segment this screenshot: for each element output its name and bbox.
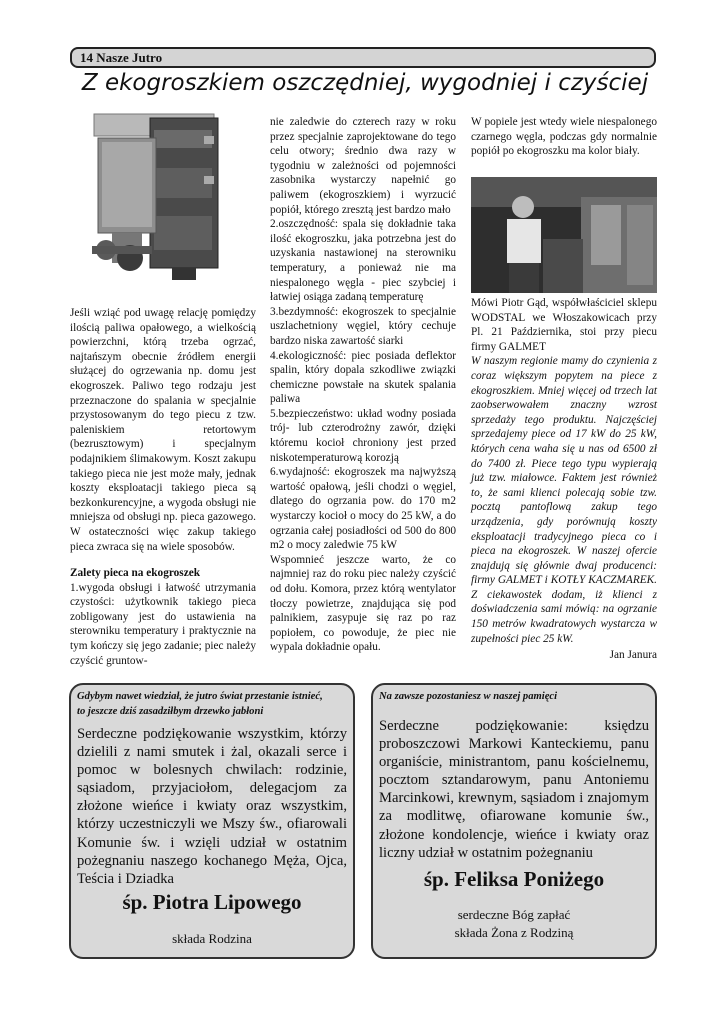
- closing-paragraph: Wspomnieć jeszcze warto, że co najmniej raz do roku piec należy czyścić od dołu. Komora, przez którą wentylator tłoczy powietrze, znajdująca się pod palnikiem, zasypuje się raz po raz popiołem, co powoduje, że piec nie wypala dokładnie opału.: [270, 553, 456, 654]
- article-title: Z ekogroszkiem oszczędniej, wygodniej i czyściej: [81, 70, 649, 96]
- deceased-name-left: śp. Piotra Lipowego: [122, 890, 302, 914]
- interview-intro: Mówi Piotr Gąd, współwłaściciel sklepu WODSTAL we Włoszakowicach przy Pl. 21 Października, stoi przy piecu firmy GALMET: [471, 297, 657, 353]
- interview-quote: W naszym regionie mamy do czynienia z coraz większym popytem na piece z ekogroszkiem. Mniej więcej od trzech lat zaobserwowałem znaczny wzrost sprzedaży tego produktu. Najczęściej sprzedajemy piece od 17 kW do 25 kW, których cena waha się u nas od 6500 zł do 7400 zł. Piece tego typu wypierają już tzw. miałowce. Faktem jest również to, że sami klienci polecają sobie tzw. pocztą pantoflową zakup tego urządzenia, gdy porównują koszty eksploatacji tradycyjnego pieca co i pieca na ekogroszek. W naszej ofercie znajdują się głównie dwaj producenci: firmy GALMET i KOTŁY KACZMAREK. Z ciekawostek dodam, iż klienci z doświadczenia sami mówią: na ogrzanie 150 metrów kwadratowych wystarcza w zupełności piec 25 kW.: [471, 355, 657, 645]
- column-3-top-paragraph: W popiele jest wtedy wiele niespalonego czarnego węgla, podczas gdy normalnie popiół po ekogroszku ma kolor biały.: [471, 116, 657, 158]
- condolence-box-right: [371, 683, 657, 959]
- salesman-illustration: [471, 177, 657, 293]
- article-author: Jan Janura: [609, 649, 657, 662]
- advantage-point-1: 1.wygoda obsługi i łatwość utrzymania czystości: użytkownik takiego pieca zobligowany jest do ustawienia na sterowniku temperatury i praktycznie na tym kończy się jego zadanie; piec należy czyścić gruntow-: [70, 581, 256, 667]
- motto-line-1: Gdybym nawet wiedział, że jutro świat przestanie istnieć,: [77, 691, 323, 702]
- thanks-line-1: serdeczne Bóg zapłać: [457, 907, 571, 922]
- column-2-paragraph: nie zaledwie do czterech razy w roku przez specjalnie zaprojektowane do tego celu otwory; średnio dwa razy w tygodniu w zależności od pojemności zasobnika wystarczy napełnić go paliwem (ekogroszkiem) i wyrzucić popiół, którego zresztą jest bardzo mało: [270, 116, 456, 216]
- thanks-line-2: składa Żona z Rodziną: [454, 925, 574, 940]
- condolence-text-right: Serdeczne podziękowanie: księdzu proboszczowi Markowi Kanteckiemu, panu organiście, ministrantom, panu kościelnemu, pocztom sztandarowym, panu Antoniemu Marcinkowi, krewnym, sąsiadom i znajomym za modlitwę, ofiarowane komunie św., złożone kondolencje, wieńce i kwiaty oraz liczny udział w ostatnim pożegnaniu: [379, 718, 649, 861]
- condolence-text-left: Serdeczne podziękowanie wszystkim, którzy dzielili z nami smutek i żal, okazali serce i pomoc w bolesnych chwilach: rodzinie, sąsiadom, przyjaciołom, delegacjom za złożone wieńce i kwiaty oraz wszystkim, którzy uczestniczyli we Mszy św., ofiarowali Komunie św. i wzięli udział w ostatnim pożegnaniu naszego kochanego Męża, Ojca, Teścia i Dziadka: [77, 726, 347, 887]
- article-column-2: [270, 115, 456, 655]
- advantage-point-2: 2.oszczędność: spala się dokładnie taka ilość ekogroszku, jaka potrzebna jest do uzyskania nastawionej na sterowniku temperatury, a ponieważ nie ma niespalonego węgla - piec szybciej i łatwiej osiąga zadaną temperaturę: [270, 218, 456, 304]
- signature-left: składa Rodzina: [172, 931, 252, 946]
- shop-photo: [471, 177, 657, 293]
- article-column-3-lower: [471, 296, 657, 663]
- stove-illustration: [72, 108, 260, 298]
- intro-paragraph: Jeśli wziąć pod uwagę relację pomiędzy ilością paliwa opałowego, a wielkością powierzchni, którą trzeba ogrzać, najtańszym obecnie źródłem energii służącej do ogrzewania np. domu jest ekogroszek. Paliwo tego rodzaju jest przeznaczone do spalania w specjalnie przystosowanym do tego piecu z tzw. paleniskiem retortowym (bezrusztowym) i specjalnym podajnikiem ślimakowym. Koszt zakupu takiego pieca nie jest może mały, jednak koszty eksploatacji takiego pieca są bezkonkurencyjne, a wygoda obsługi nie mniejsza od obsługi np. pieca gazowego. W ostateczności więc zakup takiego pieca zwraca się na wiele sposobów.: [70, 307, 256, 553]
- motto-right: Na zawsze pozostaniesz w naszej pamięci: [379, 691, 558, 702]
- page-header-bar: [70, 47, 656, 68]
- motto-line-2: to jeszcze dziś zasadziłbym drzewko jabłoni: [77, 706, 264, 717]
- advantage-point-5: 5.bezpieczeństwo: układ wodny posiada trój- lub czterodrożny zawór, dzięki któremu kocioł chroniony jest przed niskotemperaturową korozją: [270, 407, 456, 464]
- page-number-label: 14 Nasze Jutro: [80, 50, 163, 65]
- advantage-point-3: 3.bezdymność: ekogroszek to specjalnie uszlachetniony węgiel, który cechuje bardzo niska zawartość siarki: [270, 305, 456, 347]
- deceased-name-right: śp. Feliksa Poniżego: [423, 867, 605, 891]
- article-column-1: [70, 306, 256, 668]
- advantage-point-4: 4.ekologiczność: piec posiada deflektor spalin, który dopala szkodliwe związki chemiczne powstałe na skutek spalania paliwa: [270, 349, 456, 406]
- stove-photo: [72, 108, 260, 298]
- condolence-box-left: [69, 683, 355, 959]
- article-column-3: [471, 115, 657, 159]
- advantage-point-6: 6.wydajność: ekogroszek ma najwyższą wartość opałową, jeśli chodzi o węgiel, dlatego do ogrzania pow. do 170 m2 wystarczy kocioł o mocy do 25 kW, a do ogrzania całej posiadłości od 500 do 800 m2 o mocy zaledwie 75 kW: [270, 466, 456, 552]
- advantages-subheading: Zalety pieca na ekogroszek: [70, 567, 201, 580]
